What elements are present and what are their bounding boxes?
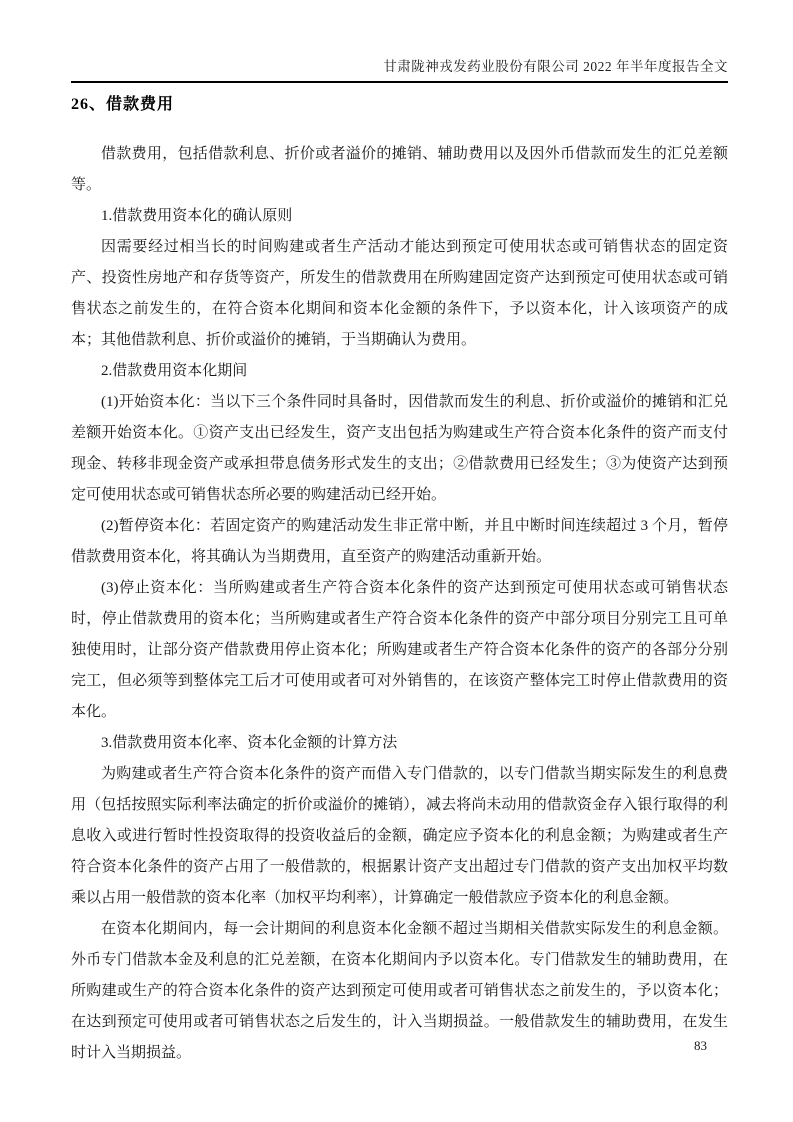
paragraph: 借款费用，包括借款利息、折价或者溢价的摊销、辅助费用以及因外币借款而发生的汇兑差额等。 bbox=[71, 146, 728, 193]
paragraph: (3)停止资本化：当所购建或者生产符合资本化条件的资产达到预定可使用状态或可销售状态时，停止借款费用的资本化；当所购建或者生产符合资本化条件的资产中部分项目分别完工且可单独使用时，让部分资产借款费用停止资本化；所购建或者生产符合资本化条件的资产的各部分分别完工，但必须等到整体完工后才可使用或者可对外销售的，在该资产整体完工时停止借款费用的资本化。 bbox=[71, 580, 728, 720]
page-header bbox=[71, 55, 728, 83]
section-heading: 26、借款费用 bbox=[71, 96, 175, 113]
paragraph: (1)开始资本化：当以下三个条件同时具备时，因借款而发生的利息、折价或溢价的摊销和汇兑差额开始资本化。①资产支出已经发生，资产支出包括为购建或生产符合资本化条件的资产而支付现金、转移非现金资产或承担带息债务形式发生的支出；②借款费用已经发生；③为使资产达到预定可使用状态或可销售状态所必要的购建活动已经开始。 bbox=[71, 394, 728, 503]
paragraph: 1.借款费用资本化的确认原则 bbox=[101, 208, 293, 224]
document-body bbox=[71, 139, 728, 1069]
paragraph: 在资本化期间内，每一会计期间的利息资本化金额不超过当期相关借款实际发生的利息金额。外币专门借款本金及利息的汇兑差额，在资本化期间内予以资本化。专门借款发生的辅助费用，在所购建或生产的符合资本化条件的资产达到预定可使用或者可销售状态之前发生的，予以资本化；在达到预定可使用或者可销售状态之后发生的，计入当期损益。一般借款发生的辅助费用，在发生时计入当期损益。 bbox=[71, 921, 728, 1061]
report-title: 甘肃陇神戎发药业股份有限公司 2022 年半年度报告全文 bbox=[383, 59, 728, 74]
paragraph: 2.借款费用资本化期间 bbox=[101, 363, 248, 379]
paragraph: 为购建或者生产符合资本化条件的资产而借入专门借款的，以专门借款当期实际发生的利息费用（包括按照实际利率法确定的折价或溢价的摊销），减去将尚未动用的借款资金存入银行取得的利息收入或进行暂时性投资取得的投资收益后的金额，确定应予资本化的利息金额；为购建或者生产符合资本化条件的资产占用了一般借款的，根据累计资产支出超过专门借款的资产支出加权平均数乘以占用一般借款的资本化率（加权平均利率），计算确定一般借款应予资本化的利息金额。 bbox=[71, 766, 728, 906]
paragraph: 3.借款费用资本化率、资本化金额的计算方法 bbox=[101, 735, 398, 751]
paragraph: 因需要经过相当长的时间购建或者生产活动才能达到预定可使用状态或可销售状态的固定资产、投资性房地产和存货等资产，所发生的借款费用在所购建固定资产达到预定可使用状态或可销售状态之前发生的，在符合资本化期间和资本化金额的条件下，予以资本化，计入该项资产的成本；其他借款利息、折价或溢价的摊销，于当期确认为费用。 bbox=[71, 239, 728, 348]
paragraph: (2)暂停资本化：若固定资产的购建活动发生非正常中断，并且中断时间连续超过 3 个月，暂停借款费用资本化，将其确认为当期费用，直至资产的购建活动重新开始。 bbox=[71, 518, 728, 565]
page-number: 83 bbox=[694, 1038, 707, 1053]
